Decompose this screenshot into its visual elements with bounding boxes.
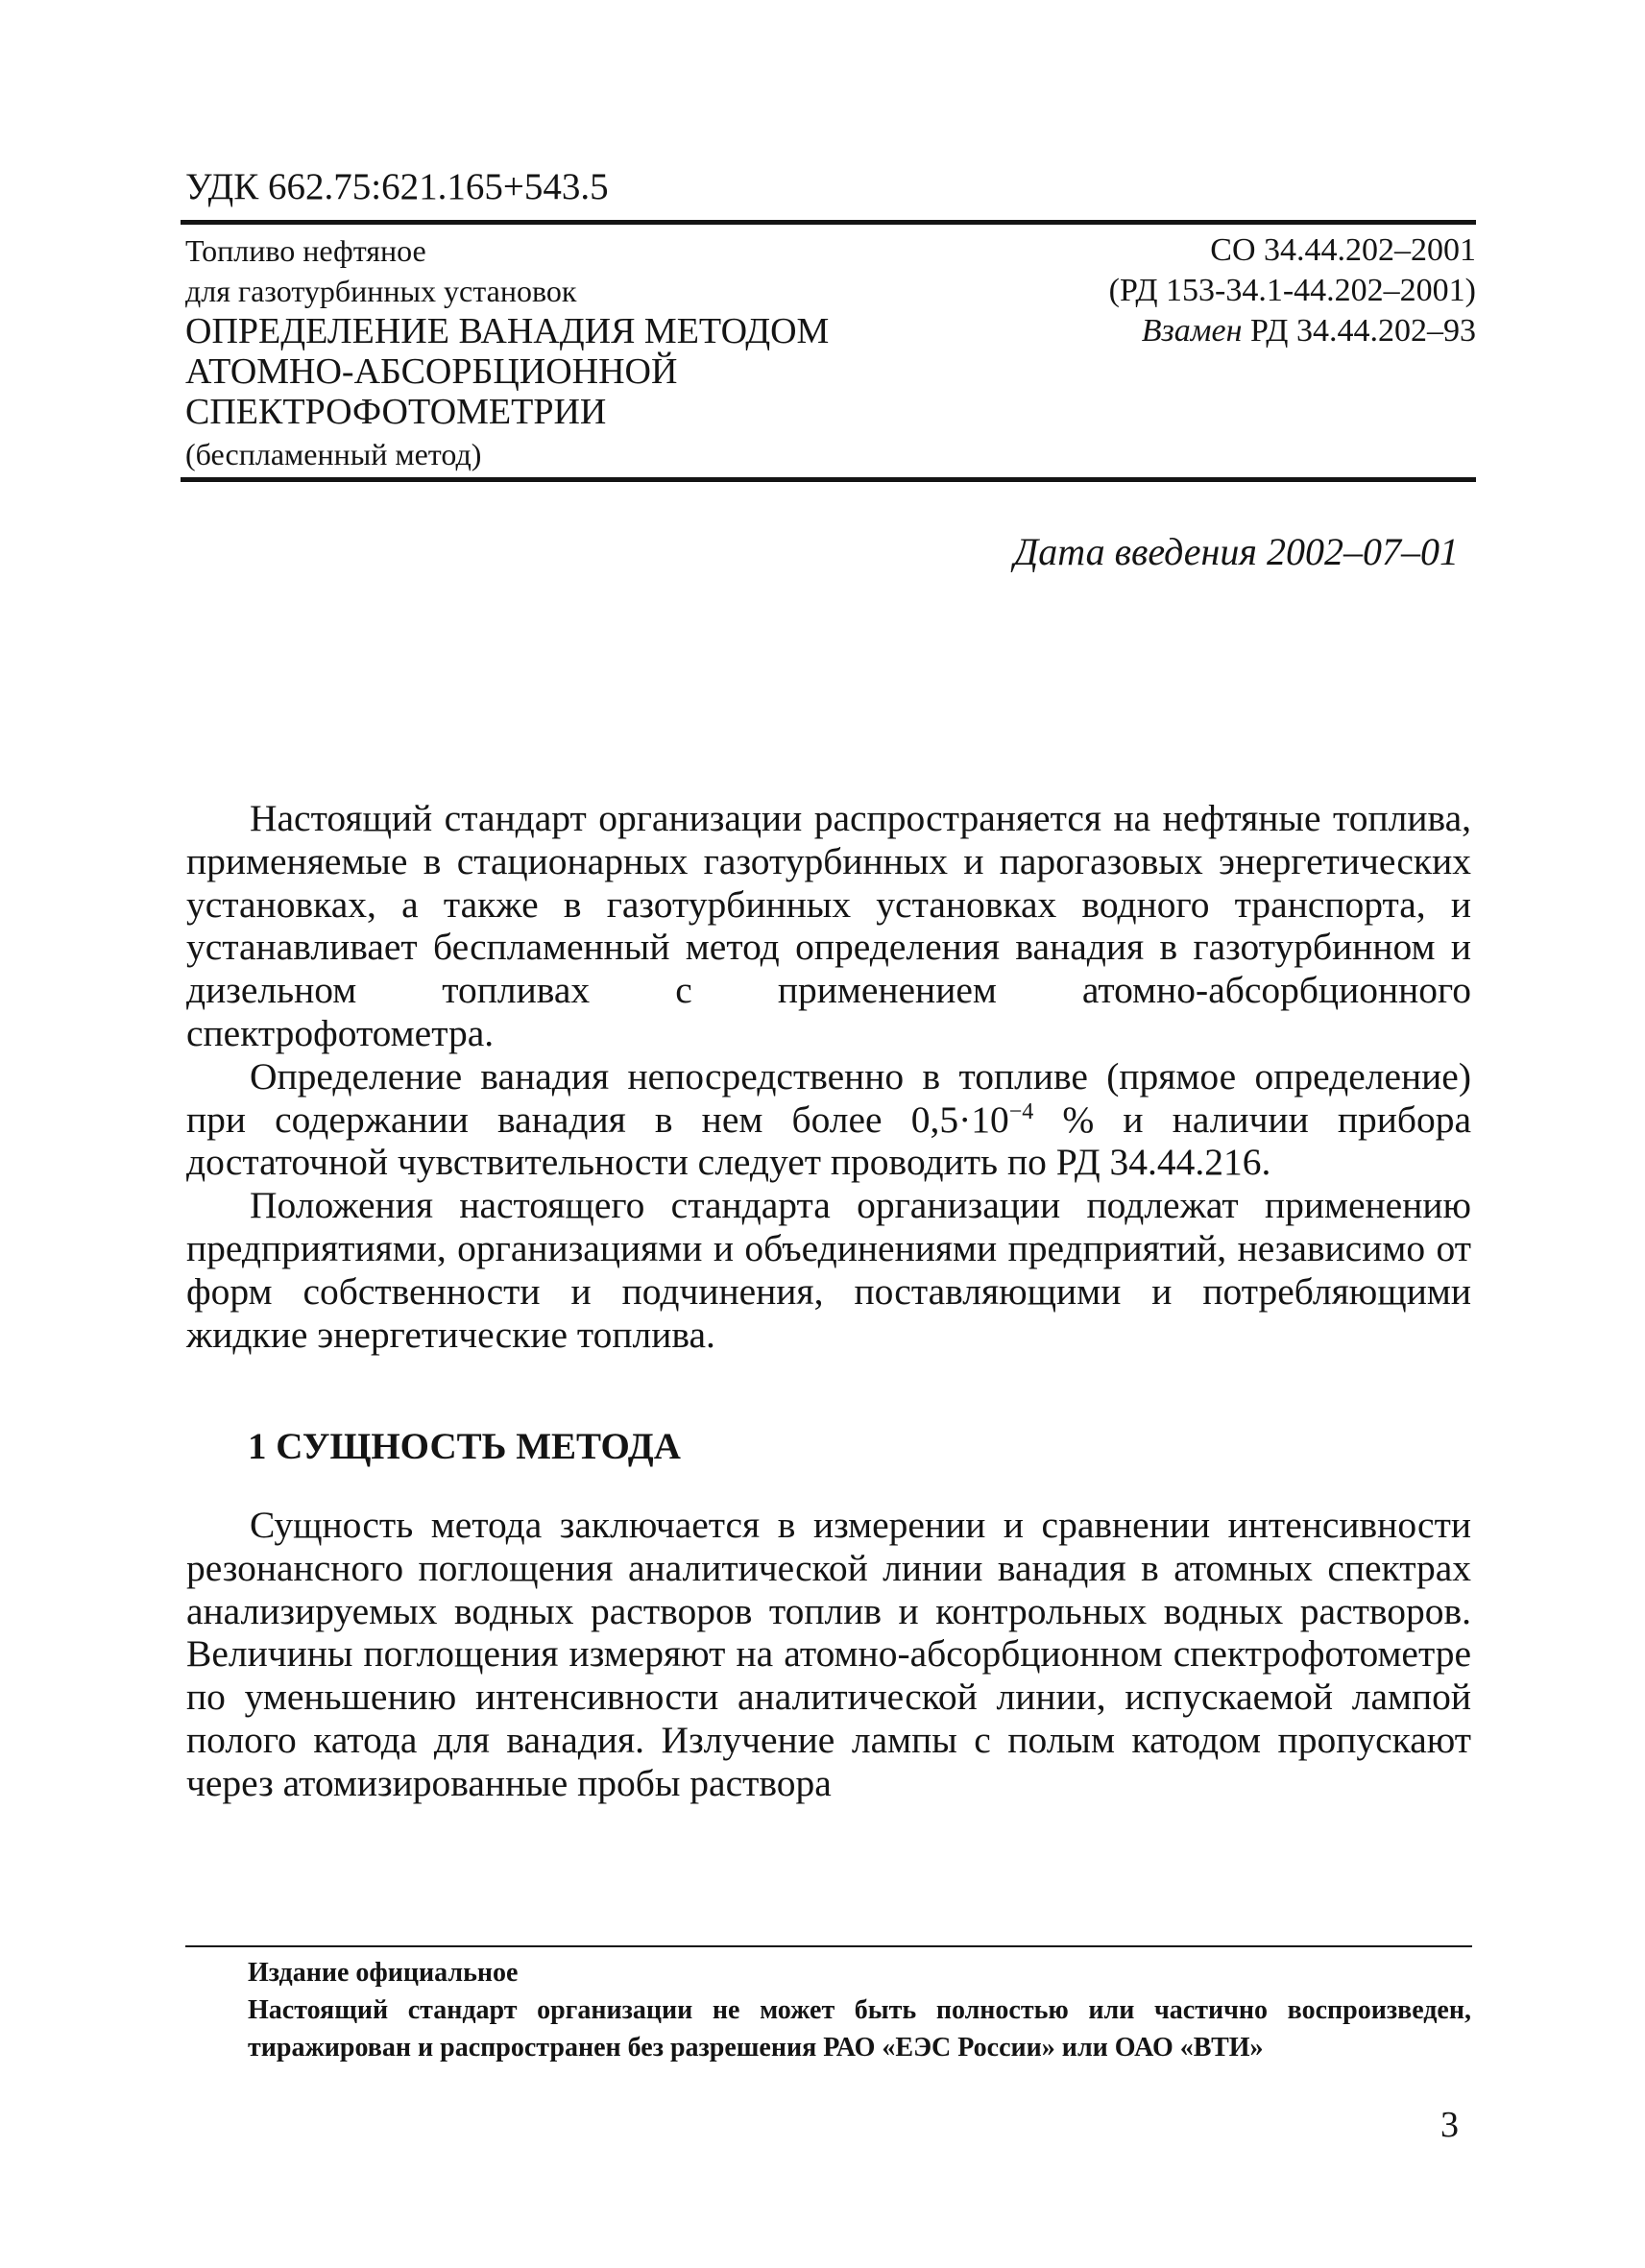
footnote-rule bbox=[185, 1945, 1472, 1947]
document-code-block bbox=[1109, 230, 1476, 351]
title-line: СПЕКТРОФОТОМЕТРИИ bbox=[185, 392, 607, 432]
paragraph: Настоящий стандарт организации распространяется на нефтяные топлива, применяемые в стационарных газотурбинных и парогазовых энергетических установках, а также в газотурбинных установках водного транспорта, и устанавливает беспламенный метод определения ванадия в газотурбинном и дизельном топливах с применением атомно-абсорбционного спектрофотометра. bbox=[186, 797, 1471, 1054]
document-title-block bbox=[185, 230, 954, 476]
document-code: СО 34.44.202–2001 bbox=[1210, 232, 1476, 268]
paragraph: Сущность метода заключается в измерении и сравнении интенсивности резонансного поглощения аналитической линии ванадия в атомных спектрах анализируемых водных растворов топлив и контрольных водных растворов. Величины поглощения измеряют на атомно-абсорбционном спектрофотометре по уменьшению интенсивности аналитической линии, испускаемой лампой полого катода для ванадия. Излучение лампы с полым катодом пропускают через атомизированные пробы раствора bbox=[186, 1504, 1471, 1804]
intro-section bbox=[186, 797, 1471, 1356]
title-line: ОПРЕДЕЛЕНИЕ ВАНАДИЯ МЕТОДОМ bbox=[185, 311, 830, 351]
footnote bbox=[248, 1954, 1471, 2066]
title-line: (беспламенный метод) bbox=[185, 437, 482, 471]
page-number: 3 bbox=[1440, 2105, 1459, 2145]
replaces-line bbox=[1109, 311, 1476, 351]
paragraph: Положения настоящего стандарта организации подлежат применению предприятиями, организациями и объединениями предприятий, независимо от форм собственности и подчинения, поставляющими и потребляющими жидкие энергетические топлива. bbox=[186, 1184, 1471, 1356]
exponent: −4 bbox=[1008, 1098, 1034, 1124]
paragraph-text: Определение ванадия непосредственно в топливе (прямое определение) при содержании ванадия в нем более 0,5·10 bbox=[186, 1054, 1471, 1141]
title-line: Топливо нефтяное bbox=[185, 233, 426, 268]
footnote-text: Настоящий стандарт организации не может быть полностью или частично воспроизведен, тиражирован и распространен без разрешения РАО «ЕЭС России» или ОАО «ВТИ» bbox=[248, 1995, 1471, 2063]
section-heading: 1 СУЩНОСТЬ МЕТОДА bbox=[248, 1426, 681, 1467]
document-code-alt: (РД 153-34.1-44.202–2001) bbox=[1108, 273, 1476, 308]
title-line: для газотурбинных установок bbox=[185, 274, 577, 308]
header-rule-bottom bbox=[181, 477, 1476, 482]
effective-date: Дата введения 2002–07–01 bbox=[1013, 530, 1459, 573]
footnote-title: Издание официальное bbox=[248, 1958, 519, 1988]
replaces-code: РД 34.44.202–93 bbox=[1242, 313, 1476, 349]
udk-code: УДК 662.75:621.165+543.5 bbox=[185, 166, 609, 207]
replaces-word: Взамен bbox=[1141, 313, 1243, 349]
header-rule-top bbox=[181, 220, 1476, 225]
title-line: АТОМНО-АБСОРБЦИОННОЙ bbox=[185, 351, 678, 392]
method-section bbox=[186, 1504, 1471, 1805]
paragraph bbox=[186, 1055, 1471, 1184]
paragraph-text: % и наличии прибора достаточной чувствительности следует проводить по РД 34.44.216. bbox=[186, 1098, 1471, 1184]
